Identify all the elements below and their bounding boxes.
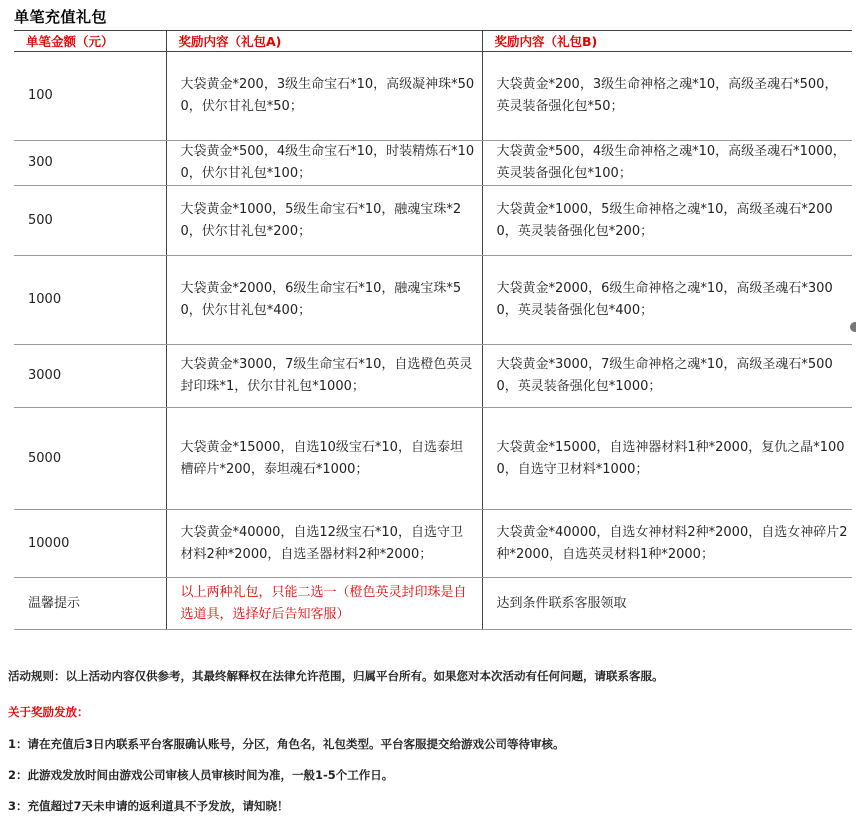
package-b-cell: 大袋黄金*200，3级生命神格之魂*10，高级圣魂石*500，英灵装备强化包*50； [482, 52, 852, 141]
package-a-cell: 大袋黄金*3000，7级生命宝石*10，自选橙色英灵封印珠*1，伏尔甘礼包*1000； [166, 345, 482, 408]
table-row [14, 408, 852, 510]
table-row [14, 578, 852, 630]
scroll-edge-handle[interactable] [850, 322, 856, 332]
header-package-b: 奖励内容（礼包B) [482, 31, 852, 52]
amount-cell: 100 [14, 52, 166, 141]
package-b-cell: 大袋黄金*15000，自选神器材料1种*2000，复仇之晶*1000，自选守卫材料*1000； [482, 408, 852, 510]
tip-claim-cell: 达到条件联系客服领取 [482, 578, 852, 630]
table-row [14, 256, 852, 345]
amount-cell: 5000 [14, 408, 166, 510]
package-a-cell: 大袋黄金*2000，6级生命宝石*10，融魂宝珠*50，伏尔甘礼包*400； [166, 256, 482, 345]
rule-item: 3：充值超过7天未申请的返利道具不予发放，请知晓！ [8, 799, 289, 813]
rule-item: 1：请在充值后3日内联系平台客服确认账号，分区，角色名，礼包类型。平台客服提交给游戏公司等待审核。 [8, 737, 565, 751]
amount-cell: 500 [14, 186, 166, 256]
table-row [14, 52, 852, 141]
header-amount: 单笔金额（元） [14, 31, 166, 52]
reward-section-title: 关于奖励发放： [8, 705, 89, 719]
rule-item: 2：此游戏发放时间由游戏公司审核人员审核时间为准，一般1-5个工作日。 [8, 768, 394, 782]
amount-cell: 1000 [14, 256, 166, 345]
table-header-row [14, 31, 852, 52]
tip-note-cell: 以上两种礼包，只能二选一（橙色英灵封印珠是自选道具，选择好后告知客服） [166, 578, 482, 630]
tip-label-cell: 温馨提示 [14, 578, 166, 630]
package-b-cell: 大袋黄金*40000，自选女神材料2种*2000，自选女神碎片2种*2000，自选英灵材料1种*2000； [482, 510, 852, 578]
table-row [14, 141, 852, 186]
package-b-cell: 大袋黄金*2000，6级生命神格之魂*10，高级圣魂石*3000，英灵装备强化包*400； [482, 256, 852, 345]
package-a-cell: 大袋黄金*200，3级生命宝石*10，高级凝神珠*500，伏尔甘礼包*50； [166, 52, 482, 141]
package-b-cell: 大袋黄金*3000，7级生命神格之魂*10，高级圣魂石*5000，英灵装备强化包*1000； [482, 345, 852, 408]
amount-cell: 10000 [14, 510, 166, 578]
header-package-a: 奖励内容（礼包A) [166, 31, 482, 52]
package-a-cell: 大袋黄金*15000，自选10级宝石*10，自选泰坦槽碎片*200，泰坦魂石*1000； [166, 408, 482, 510]
activity-rule: 活动规则：以上活动内容仅供参考，其最终解释权在法律允许范围，归属平台所有。如果您对本次活动有任何问题，请联系客服。 [8, 669, 664, 683]
package-a-cell: 大袋黄金*1000，5级生命宝石*10，融魂宝珠*20，伏尔甘礼包*200； [166, 186, 482, 256]
page-title: 单笔充值礼包 [14, 8, 108, 26]
package-b-cell: 大袋黄金*1000，5级生命神格之魂*10，高级圣魂石*2000，英灵装备强化包*200； [482, 186, 852, 256]
reward-table [14, 30, 852, 630]
amount-cell: 3000 [14, 345, 166, 408]
package-b-cell: 大袋黄金*500，4级生命神格之魂*10，高级圣魂石*1000，英灵装备强化包*100； [482, 141, 852, 186]
table-row [14, 345, 852, 408]
table-row [14, 510, 852, 578]
package-a-cell: 大袋黄金*40000，自选12级宝石*10，自选守卫材料2种*2000，自选圣器材料2种*2000； [166, 510, 482, 578]
package-a-cell: 大袋黄金*500，4级生命宝石*10，时装精炼石*100，伏尔甘礼包*100； [166, 141, 482, 186]
table-row [14, 186, 852, 256]
amount-cell: 300 [14, 141, 166, 186]
